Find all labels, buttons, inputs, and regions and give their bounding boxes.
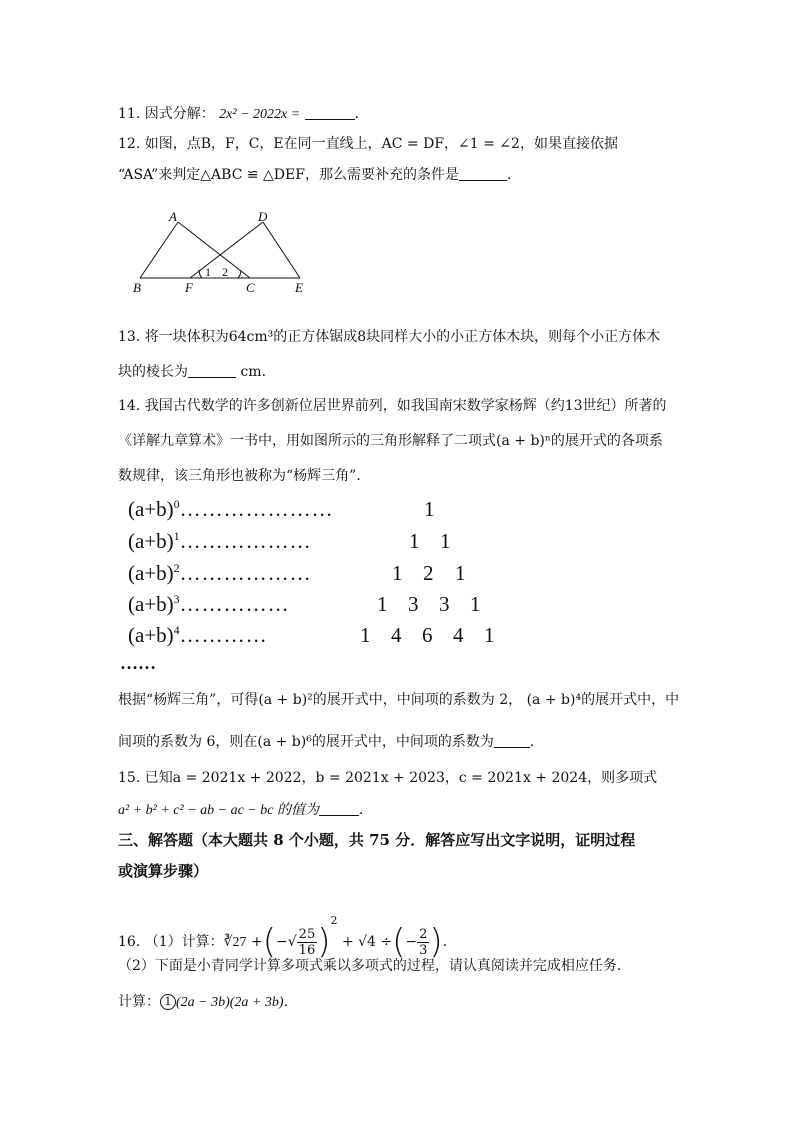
fraction-2-3 (417, 927, 429, 958)
triangle-row-4 (128, 623, 268, 648)
question-14-line-5 (118, 732, 544, 752)
triangle-ellipsis: …… (120, 653, 156, 673)
question-text: 块的棱长为 (118, 364, 188, 380)
period: ． (506, 167, 521, 183)
binomial-power: 0 (173, 497, 180, 511)
binomial-label: (a+b) (128, 623, 174, 647)
leader-dots: ……………… (179, 561, 312, 585)
coefficient: 1 (470, 592, 481, 616)
plus-sign: + (251, 934, 263, 950)
question-13-line-2 (118, 362, 276, 382)
period: ． (354, 106, 369, 122)
answer-blank[interactable] (305, 105, 355, 120)
question-16-part-1: 16. （1）计算：∛27 +(−√ $\frac{25}{16}$ )$^2$ + √4 ÷(− $\frac{2}{3}$ )． (118, 914, 457, 962)
question-15-line-1 (118, 768, 657, 788)
fraction-numerator: 25 (298, 926, 316, 942)
answer-blank[interactable] (319, 801, 359, 816)
triangle-row-1 (128, 529, 312, 554)
coefficient: 1 (377, 592, 388, 616)
triangle-row-2 (128, 561, 312, 586)
section-heading-line-2: 或演算步骤） (118, 862, 209, 880)
period: ． (529, 734, 544, 750)
question-12-line-2 (118, 165, 521, 185)
question-number: 12. (118, 136, 141, 152)
question-text: 间项的系数为 6，则在(a + b)⁶的展开式中，中间项的系数为 (118, 734, 494, 750)
fraction-numerator: 2 (419, 926, 428, 942)
angle-2-label: 2 (222, 265, 228, 279)
angle-1-label: 1 (205, 265, 211, 279)
period: ． (358, 802, 373, 818)
plus-sign: + (341, 934, 354, 950)
calc-label: 计算： (118, 994, 160, 1010)
coefficient: 3 (408, 592, 419, 616)
binomial-power: 4 (173, 623, 180, 637)
binomial-label: (a+b) (128, 561, 174, 585)
binomial-power: 2 (173, 561, 180, 575)
question-number: 11. (118, 106, 141, 122)
question-text: 《详解九章算术》一书中，用如图所示的三角形解释了二项式(a + b)ⁿ的展开式的各项系 (118, 433, 663, 449)
binomial-power: 1 (173, 529, 180, 543)
square-root-term: √4 (358, 934, 376, 950)
fraction-denominator: 16 (298, 942, 316, 958)
coefficient: 1 (392, 561, 403, 585)
fraction-denominator: 3 (419, 942, 428, 958)
question-14-line-1 (118, 396, 667, 416)
answer-blank[interactable] (494, 733, 530, 748)
label-E: E (295, 280, 303, 295)
coefficient: 1 (484, 623, 495, 647)
question-number: 16. (118, 934, 141, 950)
question-11 (118, 104, 369, 125)
coefficient: 1 (455, 561, 466, 585)
question-text: “ASA”来判定△ABC ≌ △DEF，那么需要补充的条件是 (118, 167, 459, 183)
coefficient: 3 (439, 592, 450, 616)
label-A: A (169, 209, 177, 224)
triangle-row-3 (128, 592, 290, 617)
binomial-label: (a+b) (128, 497, 174, 521)
answer-blank[interactable] (459, 166, 507, 181)
question-text: （2）下面是小青同学计算多项式乘以多项式的过程，请认真阅读并完成相应任务． (118, 958, 631, 974)
part-label: （1）计算： (144, 934, 224, 950)
triangle-figure (128, 205, 318, 297)
question-16-part-2 (118, 956, 631, 976)
question-15-line-2 (118, 800, 373, 821)
circled-number: 1 (160, 994, 176, 1010)
cube-root-term: ∛27 (223, 935, 247, 950)
question-14-line-2 (118, 431, 663, 451)
question-number: 15. (118, 770, 141, 786)
binomial-label: (a+b) (128, 529, 174, 553)
label-C: C (246, 280, 255, 295)
period: ． (442, 934, 457, 950)
leader-dots: ………………… (179, 497, 334, 521)
question-text: 根据“杨辉三角”，可得(a + b)²的展开式中，中间项的系数为 2， (a + b)⁴的展开式中，中 (118, 692, 680, 708)
math-expression: a² + b² + c² − ab − ac − bc 的值为 (118, 803, 319, 818)
math-expression: (2a − 3b)(2a + 3b)． (176, 995, 298, 1010)
math-expression: 2x² − 2022x = (219, 107, 301, 122)
leader-dots: ………… (179, 623, 268, 647)
question-number: 13. (118, 329, 141, 345)
coefficient: 1 (409, 529, 420, 553)
question-13-line-1 (118, 327, 660, 347)
question-text: 将一块体积为64cm³的正方体锯成8块同样大小的小正方体木块，则每个小正方体木 (144, 329, 661, 345)
question-12-line-1 (118, 134, 618, 154)
question-text: 因式分解： (144, 106, 215, 122)
coefficient: 4 (453, 623, 464, 647)
answer-blank[interactable] (188, 363, 236, 378)
coefficient: 1 (424, 497, 435, 521)
unit-text: cm． (240, 364, 276, 380)
question-14-line-4 (118, 690, 679, 710)
label-D: D (258, 209, 268, 224)
fraction-25-16 (297, 927, 318, 958)
question-14-line-3 (118, 466, 370, 486)
label-B: B (133, 280, 141, 295)
question-text: 已知a = 2021x + 2022，b = 2021x + 2023，c = 2021x + 2024，则多项式 (144, 770, 658, 786)
coefficient: 1 (360, 623, 371, 647)
coefficient: 4 (391, 623, 402, 647)
coefficient: 6 (422, 623, 433, 647)
question-text: 如图，点B，F，C，E在同一直线上，AC = DF，∠1 = ∠2，如果直接依据 (144, 136, 618, 152)
leader-dots: …………… (179, 592, 290, 616)
leader-dots: ……………… (179, 529, 312, 553)
coefficient: 1 (440, 529, 451, 553)
divide-sign: ÷ (380, 934, 393, 950)
question-text: 数规律，该三角形也被称为“杨辉三角”． (118, 468, 371, 484)
question-text: 我国古代数学的许多创新位居世界前列，如我国南宋数学家杨辉（约13世纪）所著的 (144, 398, 667, 414)
coefficient: 2 (423, 561, 434, 585)
binomial-power: 3 (173, 592, 180, 606)
section-heading (118, 830, 635, 850)
question-number: 14. (118, 398, 141, 414)
label-F: F (185, 280, 193, 295)
triangle-row-0 (128, 497, 334, 522)
binomial-label: (a+b) (128, 592, 174, 616)
question-16-calc (118, 992, 298, 1013)
section-heading-2 (118, 861, 208, 881)
section-heading-line-1: 三、解答题（本大题共 8 个小题，共 75 分．解答应写出文字说明，证明过程 (118, 831, 636, 849)
